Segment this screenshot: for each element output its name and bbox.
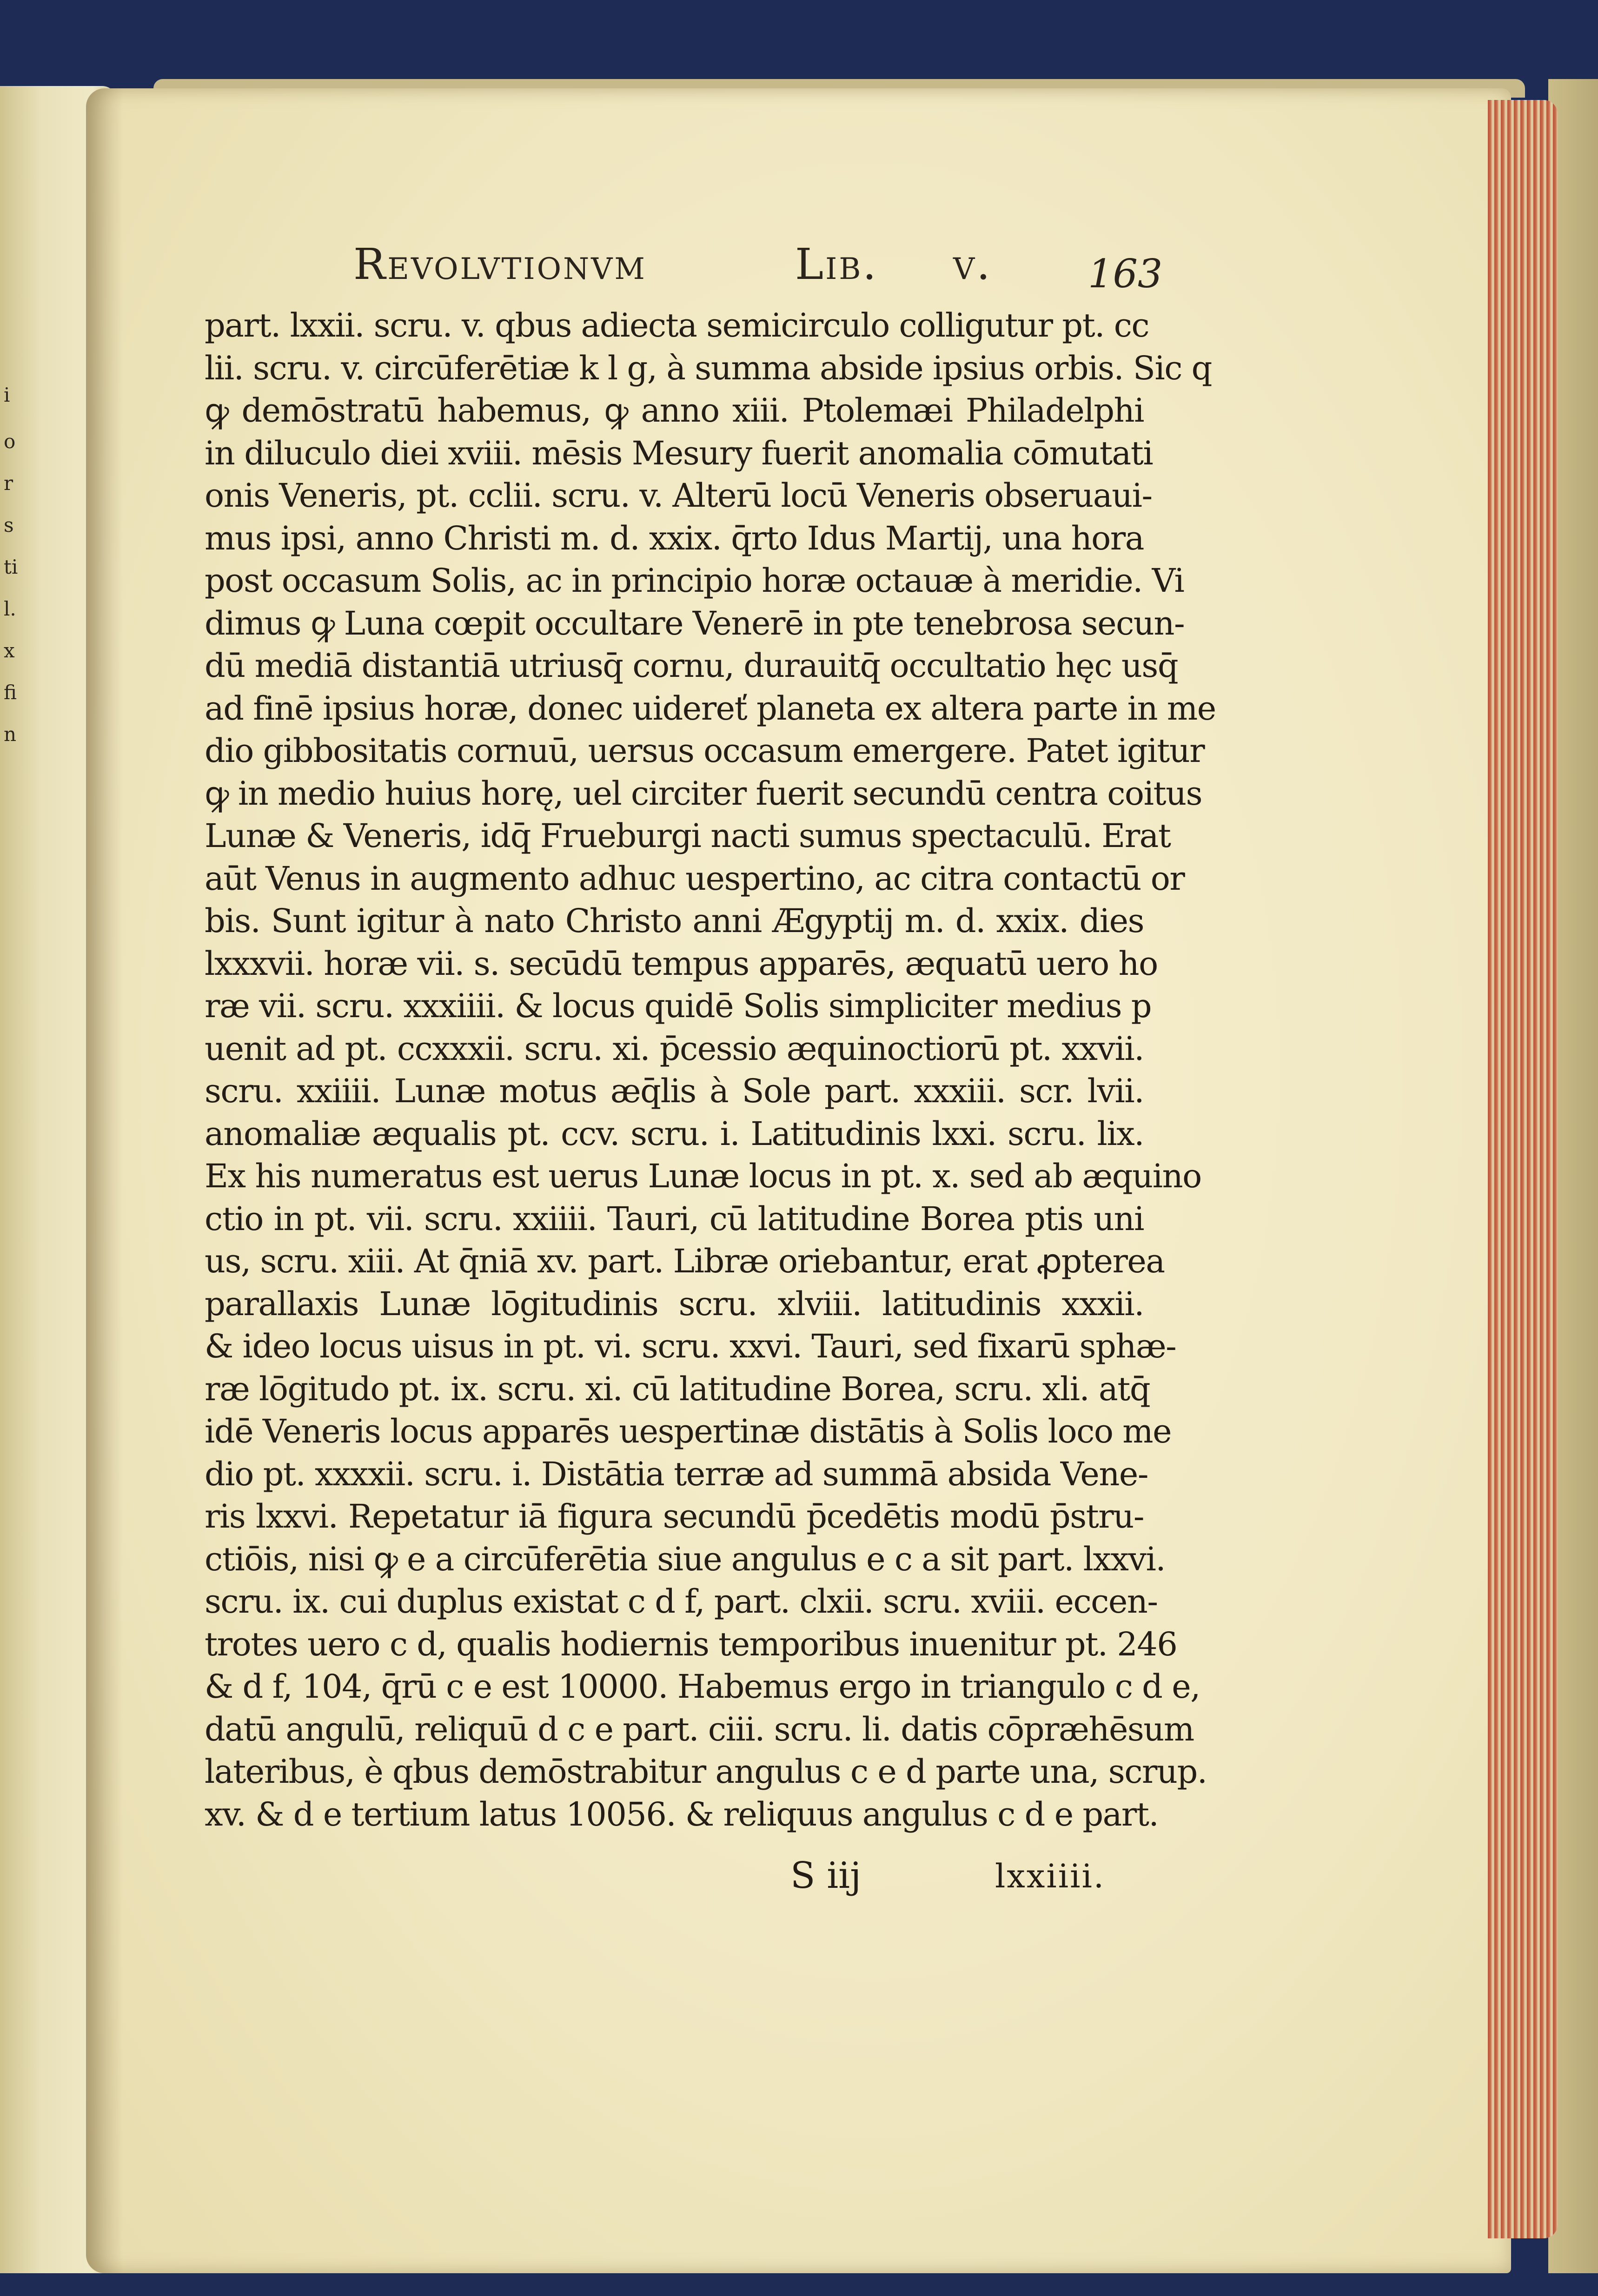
text-line: ctiōis, nisi ꝙ e a circūferētia siue angulus e c a sit part. lxxvi. <box>205 1540 1166 1578</box>
text-line: xv. & d e tertium latus 10056. & reliquus angulus c d e part. <box>205 1795 1159 1833</box>
text-line: ctio in pt. vii. scru. xxiiii. Tauri, cū latitudine Borea ptis uni <box>205 1199 1144 1238</box>
text-line: & d f, 104, q̄rū c e est 10000. Habemus ergo in triangulo c d e, <box>205 1667 1200 1706</box>
running-head-lib: Lib. <box>795 239 878 289</box>
left-page-margin-mark: l. <box>4 597 16 620</box>
text-line: Ex his numeratus est uerus Lunæ locus in pt. x. sed ab æquino <box>205 1157 1201 1195</box>
signature-mark: S iij <box>790 1855 862 1897</box>
left-page-margin-mark: i <box>4 384 10 406</box>
text-line: dimus ꝙ Luna cœpit occultare Venerē in pte tenebrosa secun- <box>205 604 1185 642</box>
running-head-book-number: v. <box>953 239 992 289</box>
left-page-margin-mark: o <box>4 430 16 453</box>
text-line: onis Veneris, pt. cclii. scru. v. Alterū locū Veneris obseruaui- <box>205 476 1152 515</box>
text-line: lii. scru. v. circūferētiæ k l g, à summa abside ipsius orbis. Sic q <box>205 349 1212 387</box>
text-line: dio gibbositatis cornuū, uersus occasum emergere. Patet igitur <box>205 732 1205 770</box>
running-head-title: Revolvtionvm <box>353 239 647 289</box>
text-line: bis. Sunt igitur à nato Christo anni Ægyptij m. d. xxix. dies <box>205 902 1144 940</box>
left-page-margin-mark: r <box>4 472 13 495</box>
text-line: datū angulū, reliquū d c e part. ciii. scru. li. datis cōpræhēsum <box>205 1710 1194 1748</box>
left-page-margin-mark: n <box>4 723 17 746</box>
body-text <box>205 304 1216 1836</box>
background-strip <box>0 2273 1598 2296</box>
text-line: anomaliæ æqualis pt. ccv. scru. i. Latitudinis lxxi. scru. lix. <box>205 1114 1144 1153</box>
text-line: post occasum Solis, ac in principio horæ octauæ à meridie. Vi <box>205 562 1184 600</box>
red-page-edges <box>1488 100 1558 2238</box>
left-page-margin-mark: fi <box>4 681 17 704</box>
text-line: lateribus, è qbus demōstrabitur angulus c e d parte una, scrup. <box>205 1753 1207 1791</box>
left-page-margin-mark: s <box>4 514 14 536</box>
text-line: in diluculo diei xviii. mēsis Mesury fuerit anomalia cōmutati <box>205 434 1153 472</box>
text-line: ꝙ demōstratū habemus, ꝙ anno xiii. Ptolemæi Philadelphi <box>205 391 1144 430</box>
text-line: scru. ix. cui duplus existat c d f, part. clxii. scru. xviii. eccen- <box>205 1582 1158 1621</box>
text-line: us, scru. xiii. At q̄niā xv. part. Libræ oriebantur, erat ꝓpterea <box>205 1242 1165 1280</box>
gutter-shadow <box>86 88 123 2273</box>
catchword: lxxiiii. <box>995 1857 1106 1895</box>
text-line: aūt Venus in augmento adhuc uespertino, ac citra contactū or <box>205 859 1185 898</box>
left-page-margin-mark: x <box>4 639 15 662</box>
text-line: parallaxis Lunæ lōgitudinis scru. xlviii. latitudinis xxxii. <box>205 1284 1144 1323</box>
text-line: scru. xxiiii. Lunæ motus æq̄lis à Sole part. xxxiii. scr. lvii. <box>205 1072 1144 1110</box>
text-line: ꝙ in medio huius horę, uel circiter fuerit secundū centra coitus <box>205 774 1202 813</box>
text-line: uenit ad pt. ccxxxii. scru. xi. p̄cessio æquinoctiorū pt. xxvii. <box>205 1029 1144 1068</box>
text-line: idē Veneris locus apparēs uespertinæ distātis à Solis loco me <box>205 1412 1172 1450</box>
text-line: trotes uero c d, qualis hodiernis temporibus inuenitur pt. 246 <box>205 1625 1177 1663</box>
text-line: dū mediā distantiā utriusq̄ cornu, durauitq̄ occultatio hęc usq̄ <box>205 647 1178 685</box>
text-line: part. lxxii. scru. v. qbus adiecta semicirculo colligutur pt. cc <box>205 306 1149 344</box>
running-head <box>353 239 1172 291</box>
left-page-margin-mark: ti <box>4 556 18 578</box>
text-line: & ideo locus uisus in pt. vi. scru. xxvi. Tauri, sed fixarū sphæ- <box>205 1327 1176 1365</box>
text-line: ad finē ipsius horæ, donec uidereť planeta ex altera parte in me <box>205 689 1216 728</box>
text-line: dio pt. xxxxii. scru. i. Distātia terræ ad summā absida Vene- <box>205 1455 1148 1493</box>
text-line: lxxxvii. horæ vii. s. secūdū tempus apparēs, æquatū uero ho <box>205 944 1158 983</box>
text-line: ris lxxvi. Repetatur iā figura secundū p̄cedētis modū p̄stru- <box>205 1497 1144 1535</box>
text-line: Lunæ & Veneris, idq̄ Frueburgi nacti sumus spectaculū. Erat <box>205 817 1171 855</box>
text-line: ræ vii. scru. xxxiiii. & locus quidē Solis simpliciter medius p <box>205 987 1152 1025</box>
folio-number: 163 <box>1088 251 1163 297</box>
text-line: mus ipsi, anno Christi m. d. xxix. q̄rto Idus Martij, una hora <box>205 519 1144 557</box>
text-line: ræ lōgitudo pt. ix. scru. xi. cū latitudine Borea, scru. xli. atq̄ <box>205 1370 1150 1408</box>
